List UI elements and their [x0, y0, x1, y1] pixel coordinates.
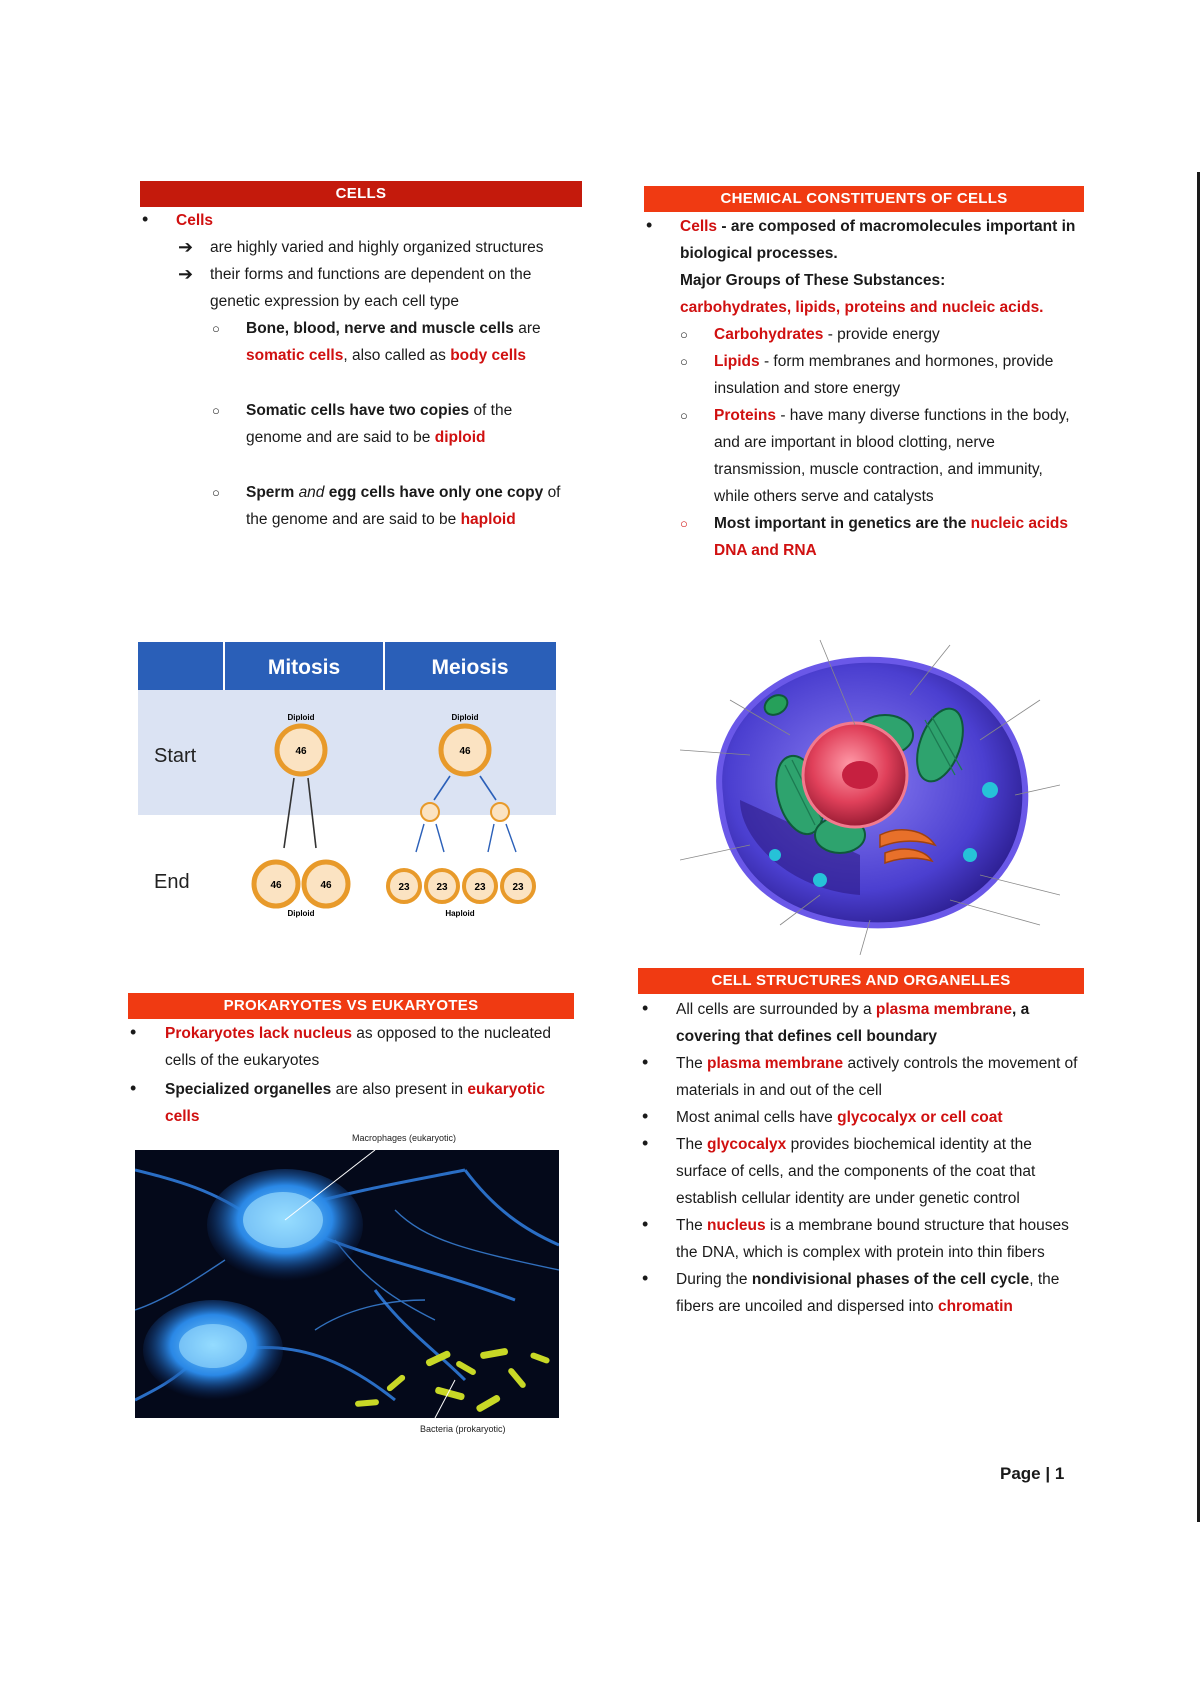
structures-bullet: • The nucleus is a membrane bound structure that houses the DNA, which is complex with protein into thin fibers: [642, 1214, 1069, 1261]
meiosis-col-header: Meiosis: [431, 656, 509, 679]
mitosis-col-header: Mitosis: [267, 656, 341, 679]
macrophage-micrograph: [135, 1150, 559, 1418]
cell-count: 23: [474, 882, 486, 893]
cells-section: [140, 207, 580, 533]
bullet-icon: •: [646, 215, 653, 235]
start-row-label: Start: [154, 745, 197, 767]
bullet-icon: •: [642, 998, 649, 1018]
structures-bullet: • During the nondivisional phases of the cell cycle, the fibers are uncoiled and dispersed into chromatin: [642, 1268, 1060, 1315]
cells-arrow-item: ➔ are highly varied and highly organized structures: [140, 234, 580, 261]
structures-bullet: • The glycocalyx provides biochemical identity at the surface of cells, and the components of the coat that establish cellular identity are under genetic control: [642, 1133, 1036, 1207]
bullet-icon: •: [130, 1078, 137, 1098]
bullet-icon: •: [642, 1133, 649, 1153]
macrophage-image: [135, 1150, 559, 1418]
chemical-sub-item: ○ Lipids - form membranes and hormones, provide insulation and store energy: [640, 348, 1080, 402]
prokaryotes-bullet: • Specialized organelles are also present in eukaryotic cells: [130, 1078, 545, 1125]
circle-bullet-icon: ○: [212, 321, 220, 336]
haploid-label: Haploid: [445, 909, 475, 918]
diploid-label: Diploid: [287, 713, 315, 722]
macrophage-caption: Macrophages (eukaryotic): [352, 1133, 457, 1143]
cell-count: 23: [398, 882, 410, 893]
structures-section: [636, 996, 1080, 1320]
cell-count: 23: [512, 882, 524, 893]
intermediate-cell: [421, 803, 439, 821]
cells-sub-item: ○ Somatic cells have two copies of the genome and are said to be diploid: [140, 397, 580, 451]
arrow-icon: ➔: [178, 264, 194, 284]
cells-bullet: • Cells: [140, 207, 580, 234]
chemical-section: [640, 213, 1080, 564]
cells-arrow-item: ➔ their forms and functions are dependent on the genetic expression by each cell type: [140, 261, 580, 315]
cell-count: 46: [295, 746, 307, 757]
prokaryotes-header: PROKARYOTES VS EUKARYOTES: [128, 993, 574, 1019]
prokaryotes-bullet: • Prokaryotes lack nucleus as opposed to the nucleated cells of the eukaryotes: [130, 1022, 552, 1069]
cells-header: CELLS: [140, 181, 582, 207]
circle-bullet-icon: ○: [680, 327, 688, 342]
cell-count: 23: [436, 882, 448, 893]
groups-list: carbohydrates, lipids, proteins and nucleic acids.: [680, 299, 1044, 316]
bullet-icon: •: [642, 1268, 649, 1288]
animal-cell-image: [680, 625, 1060, 955]
chemical-sub-item: ○ Carbohydrates - provide energy: [640, 321, 1080, 348]
structures-header: CELL STRUCTURES AND ORGANELLES: [638, 968, 1084, 994]
cells-sub-item: ○ Bone, blood, nerve and muscle cells are somatic cells, also called as body cells: [140, 315, 580, 369]
chemical-header: CHEMICAL CONSTITUENTS OF CELLS: [644, 186, 1084, 212]
prokaryotes-section: [128, 1020, 578, 1130]
cell-count: 46: [320, 880, 332, 891]
diploid-label: Diploid: [451, 713, 479, 722]
chemical-sub-item: ○ Most important in genetics are the nucleic acids DNA and RNA: [640, 510, 1080, 564]
circle-bullet-icon: ○: [680, 408, 688, 423]
mitosis-meiosis-diagram: [138, 630, 564, 955]
bullet-icon: •: [142, 209, 149, 229]
bacteria-caption: Bacteria (prokaryotic): [420, 1424, 506, 1434]
diploid-label: Diploid: [287, 909, 315, 918]
structures-bullet: • All cells are surrounded by a plasma membrane, a covering that defines cell boundary: [642, 998, 1030, 1045]
page-number: Page | 1: [1000, 1464, 1065, 1483]
bullet-icon: •: [130, 1022, 137, 1042]
bullet-icon: •: [642, 1106, 649, 1126]
cell-count: 46: [459, 746, 471, 757]
circle-bullet-icon: ○: [680, 516, 688, 531]
intermediate-cell: [491, 803, 509, 821]
major-groups-heading: Major Groups of These Substances:: [680, 272, 946, 289]
cells-sub-item: ○ Sperm and egg cells have only one copy of the genome and are said to be haploid: [140, 479, 580, 533]
arrow-icon: ➔: [178, 237, 194, 257]
bullet-icon: •: [642, 1052, 649, 1072]
chemical-bullet: • Cells - are composed of macromolecules important in biological processes.: [646, 215, 1076, 262]
circle-bullet-icon: ○: [212, 403, 220, 418]
structures-bullet: • The plasma membrane actively controls the movement of materials in and out of the cell: [642, 1052, 1078, 1099]
mitosis-meiosis-figure: [138, 630, 564, 955]
chemical-sub-item: ○ Proteins - have many diverse functions in the body, and are important in blood clotting, nerve transmission, muscle contraction, and immunity, while others serve and catalysts: [640, 402, 1080, 510]
animal-cell-diagram: [680, 625, 1060, 955]
circle-bullet-icon: ○: [680, 354, 688, 369]
end-row-label: End: [154, 871, 190, 893]
circle-bullet-icon: ○: [212, 485, 220, 500]
cell-count: 46: [270, 880, 282, 891]
bullet-icon: •: [642, 1214, 649, 1234]
structures-bullet: • Most animal cells have glycocalyx or cell coat: [636, 1104, 1080, 1131]
